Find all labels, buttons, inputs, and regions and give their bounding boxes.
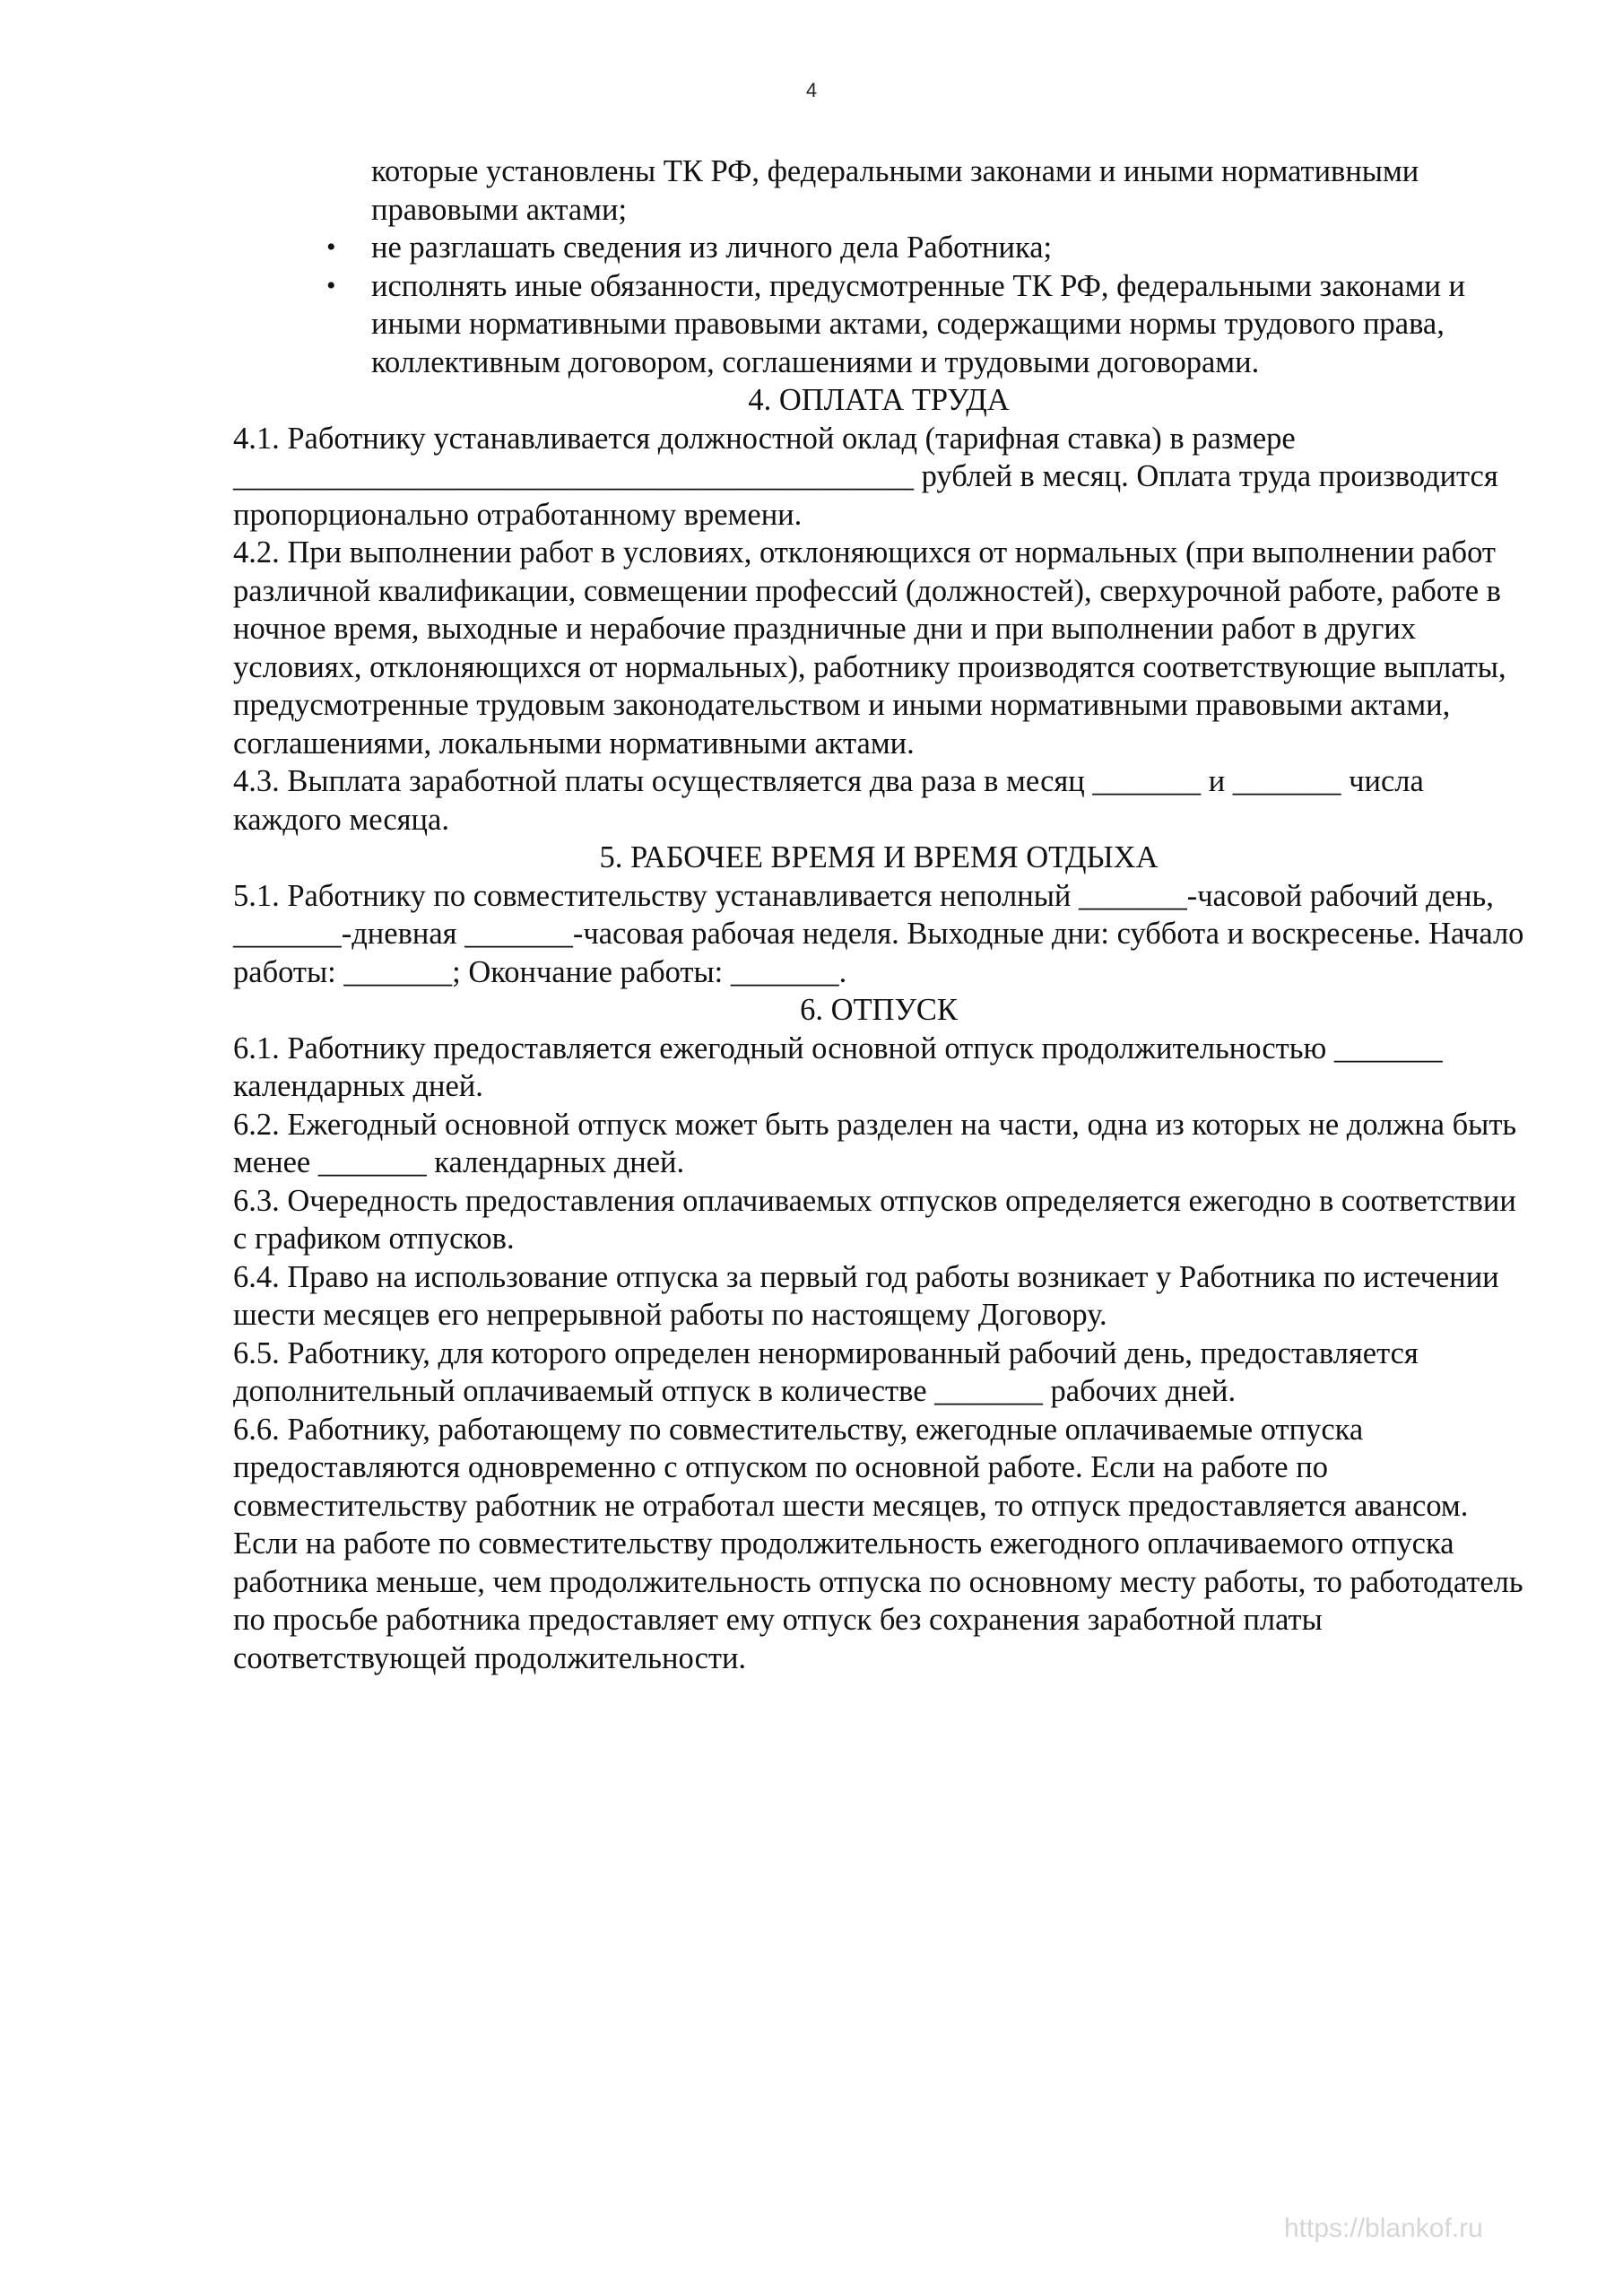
watermark-link: https://blankof.ru: [1284, 2213, 1483, 2243]
obligations-list: [233, 229, 1524, 381]
clause-6-5: 6.5. Работнику, для которого определен ненормированный рабочий день, предоставляется дополнительный оплачиваемый отпуск в количестве _______ рабочих дней.: [233, 1335, 1419, 1408]
clause-5-1: 5.1. Работнику по совместительству устанавливается неполный _______-часовой рабочий день, _______-дневная _______-часовая рабочая неделя. Выходные дни: суббота и воскресенье. Начало работы: _______; Окончание работы: _______.: [233, 878, 1524, 989]
clause-6-2: 6.2. Ежегодный основной отпуск может быть разделен на части, одна из которых не должна быть менее _______ календарных дней.: [233, 1107, 1517, 1179]
list-item: [233, 267, 1524, 382]
bullet-icon: •: [326, 270, 336, 300]
clause-6-6: 6.6. Работнику, работающему по совместительству, ежегодные оплачиваемые отпуска предоставляются одновременно с отпуском по основной работе. Если на работе по совместительству работник не отработал шести месяцев, то отпуск предоставляется авансом. Если на работе по совместительству продолжительность ежегодного оплачиваемого отпуска работника меньше, чем продолжительность отпуска по основному месту работы, то работодатель по просьбе работника предоставляет ему отпуск без сохранения заработной платы соответствующей продолжительности.: [233, 1412, 1523, 1675]
section-title: 6. ОТПУСК: [800, 993, 958, 1027]
section-working-time: [233, 839, 1524, 991]
section-payment: [233, 381, 1524, 839]
section-title: 5. РАБОЧЕЕ ВРЕМЯ И ВРЕМЯ ОТДЫХА: [599, 840, 1159, 874]
clause-6-3: 6.3. Очередность предоставления оплачиваемых отпусков определяется ежегодно в соответствии с графиком отпусков.: [233, 1183, 1516, 1256]
continued-text: которые установлены ТК РФ, федеральными законами и иными нормативными правовыми актами;: [371, 154, 1419, 227]
document-body: [233, 152, 1524, 1677]
section-title: 4. ОПЛАТА ТРУДА: [748, 383, 1010, 417]
bullet-icon: •: [326, 232, 336, 262]
list-item: [233, 229, 1524, 267]
list-item-text: не разглашать сведения из личного дела Работника;: [371, 230, 1053, 265]
section-vacation: [233, 991, 1524, 1677]
page-number: 4: [805, 79, 818, 101]
list-item-text: исполнять иные обязанности, предусмотренные ТК РФ, федеральными законами и иными нормативными правовыми актами, содержащими нормы трудового права, коллективным договором, соглашениями и трудовыми договорами.: [371, 268, 1465, 379]
clause-4-2: 4.2. При выполнении работ в условиях, отклоняющихся от нормальных (при выполнении работ различной квалификации, совмещении профессий (должностей), сверхурочной работе, работе в ночное время, выходные и нерабочие праздничные дни и при выполнении работ в других условиях, отклоняющихся от нормальных), работнику производятся соответствующие выплаты, предусмотренные трудовым законодательством и иными нормативными правовыми актами, соглашениями, локальными нормативными актами.: [233, 535, 1506, 761]
clause-4-1: 4.1. Работнику устанавливается должностной оклад (тарифная ставка) в размере ____________________________________________ рублей в месяц. Оплата труда производится пропорционально отработанному времени.: [233, 421, 1498, 532]
clause-6-1: 6.1. Работнику предоставляется ежегодный основной отпуск продолжительностью _______ календарных дней.: [233, 1031, 1443, 1103]
clause-6-4: 6.4. Право на использование отпуска за первый год работы возникает у Работника по истечении шести месяцев его непрерывной работы по настоящему Договору.: [233, 1259, 1499, 1332]
clause-4-3: 4.3. Выплата заработной платы осуществляется два раза в месяц _______ и _______ числа каждого месяца.: [233, 764, 1424, 837]
